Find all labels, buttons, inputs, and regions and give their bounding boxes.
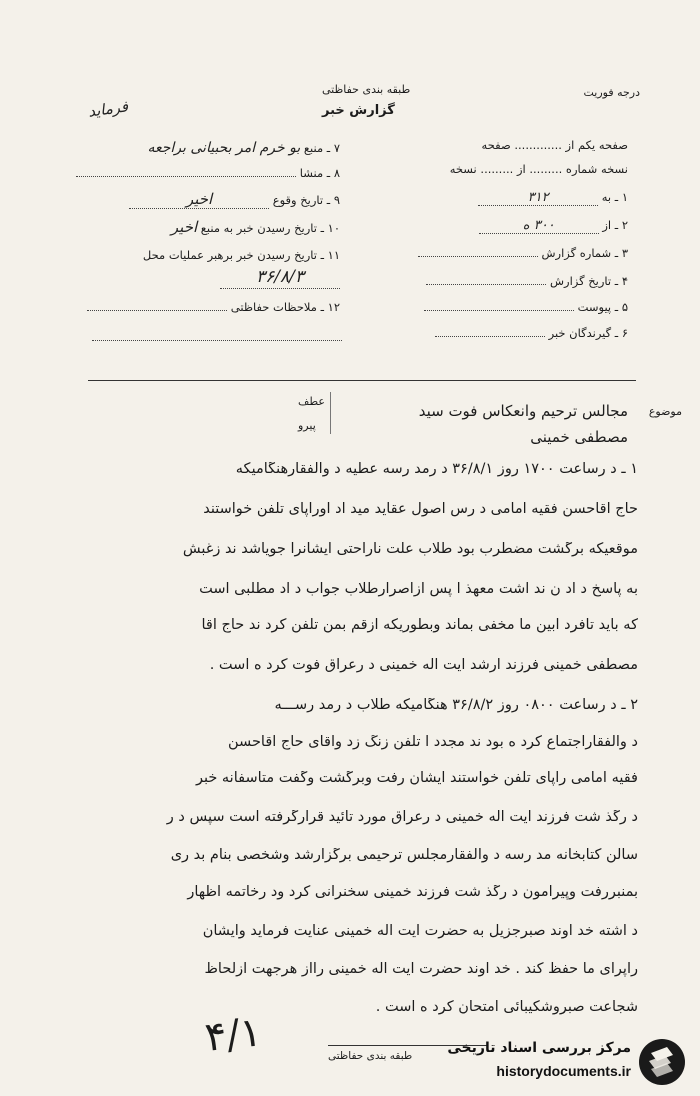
left-field-9 <box>129 190 340 209</box>
archive-logo-icon <box>637 1037 687 1087</box>
body-line: سالن کتابخانه مد رسه د والفقارمجلس ترحیمی برگزارشد وشخصی بنام بد ری <box>170 848 638 863</box>
watermark-name: مرکز بررسی اسناد تاریخی <box>447 1040 631 1056</box>
left-field-value: اخیر <box>170 218 198 236</box>
left-field-12 <box>87 300 340 314</box>
right-field-3 <box>398 246 628 260</box>
right-field-label: ۱ ـ به <box>601 190 628 204</box>
right-field-2 <box>428 218 628 234</box>
right-field-label: ۳ ـ شماره گزارش <box>541 246 628 260</box>
right-field-label: ۴ ـ تاریخ گزارش <box>549 274 628 288</box>
left-field-value <box>76 176 296 177</box>
body-line: ۱ ـ د رساعت ۱۷۰۰ روز ۳۶/۸/۱ د رمد رسه عطیه د والفقارهنگامیکه <box>235 462 638 477</box>
right-field-value: ۳۱۲ <box>478 190 598 206</box>
left-field-label: ۱۱ ـ تاریخ رسیدن خبر برهبر عملیات محل <box>142 248 340 262</box>
body-line: د اشته خد اوند صبرجزیل به حضرت آیت اله خمینی عنایت فرماید وایشان <box>202 924 638 939</box>
report-title: گزارش خبر <box>322 103 395 118</box>
body-line: مصطفی خمینی فرزند ارشد آیت اله خمینی د رعراق فوت کرد ه است . <box>209 658 638 673</box>
right-field-5 <box>398 300 628 314</box>
right-field-value <box>418 256 538 257</box>
body-line: که باید تافرد ابین ما مخفی بماند وبطوریکه ازقم بمن تلفن کرد ند حاج آقا <box>201 618 638 633</box>
left-field-label: ۷ ـ منبع <box>303 141 340 155</box>
body-line: شجاعت صبروشکیبائی امتحان کرد ه است . <box>375 1000 638 1015</box>
priority-label: درجه فوریت <box>583 86 640 99</box>
body-line: فقیه امامی راپای تلفن خواستند ایشان رفت وبرگشت وگفت متاسفانه خبر <box>195 771 638 786</box>
right-field-label: ۶ ـ گیرندگان خبر <box>548 326 628 340</box>
classification-label: طبقه بندی حفاظتی <box>322 83 411 96</box>
header-divider <box>88 380 636 381</box>
left-field-value: بو خرم امر بحبیانی براجعه <box>147 140 301 156</box>
left-field-label: ۱۲ ـ ملاحظات حفاظتی <box>230 300 340 314</box>
right-field-value: ۳۰۰ ه <box>479 218 599 234</box>
body-line: به پاسخ د اد ن ند اشت معهذ ا پس ازاصرارطلاب جواب د اد مطلبی است <box>199 582 638 597</box>
body-line: د والفقاراجتماع کرد ه بود ند مجدد ا تلفن زنگ زد وآقای حاج آقاحسن <box>227 735 638 750</box>
watermark <box>425 1036 693 1088</box>
footer-classification: طبقه بندی حفاظتی <box>328 1050 413 1062</box>
attach-label: عطف <box>298 395 325 408</box>
watermark-url: historydocuments.ir <box>496 1063 631 1079</box>
copy-count-line: نسخه شماره ......... از ......... نسخه <box>449 162 628 176</box>
page-number: ۴/۱ <box>202 1009 264 1061</box>
right-field-4 <box>398 274 628 288</box>
body-line: د رگذ شت فرزند آیت اله خمینی د رعراق مورد تائید قرارگرفته است سپس د ر <box>166 810 638 825</box>
right-field-6 <box>398 326 628 340</box>
left-field-10 <box>171 218 340 236</box>
left-field-value: اخیر <box>129 190 269 209</box>
left-field-7 <box>148 140 340 156</box>
subject-divider <box>330 392 331 434</box>
right-field-value <box>435 336 545 337</box>
body-line: حاج آقاحسن فقیه امامی د رس اصول عقاید مید اد اوراپای تلفن خواستند <box>203 502 638 517</box>
follow-label: پیرو <box>298 419 316 432</box>
left-field-label: ۱۰ ـ تاریخ رسیدن خبر به منبع <box>200 221 340 235</box>
subject-text: مجالس ترحیم وانعکاس فوت سید مصطفی خمینی <box>418 402 628 446</box>
right-field-value <box>424 310 574 311</box>
margin-note: فرماید <box>86 97 130 121</box>
right-field-label: ۲ ـ از <box>602 218 628 232</box>
left-field-label: ۸ ـ منشا <box>299 166 340 180</box>
left-field-label: ۹ ـ تاریخ وقوع <box>272 193 340 207</box>
body-line: راپرای ما حفظ کند . خد اوند حضرت آیت اله خمینی رااز هرجهت ازلحاظ <box>204 962 638 977</box>
page-count-line: صفحه یکم از ............. صفحه <box>481 138 628 152</box>
blank-dotted-line <box>92 340 342 341</box>
body-line: ۲ ـ د رساعت ۰۸۰۰ روز ۳۶/۸/۲ هنگامیکه طلاب د رمد رســـه <box>274 698 638 713</box>
right-field-1 <box>428 190 628 206</box>
right-field-label: ۵ ـ پیوست <box>577 300 628 314</box>
left-field-value: ۳۶/۸/۳ <box>220 266 340 289</box>
body-line: موقعیکه برگشت مضطرب بود طلاب علت ناراحتی ایشانرا جویاشد ند زغبش <box>182 542 638 557</box>
left-field-value <box>87 310 227 311</box>
subject-label: موضوع <box>648 405 682 418</box>
right-field-value <box>426 284 546 285</box>
left-field-11 <box>80 244 340 289</box>
body-line: بمنبررفت وپیرامون د رگذ شت فرزند خمینی سخنرانی کرد ود رخاتمه اظهار <box>187 885 638 900</box>
left-field-8 <box>76 166 340 180</box>
